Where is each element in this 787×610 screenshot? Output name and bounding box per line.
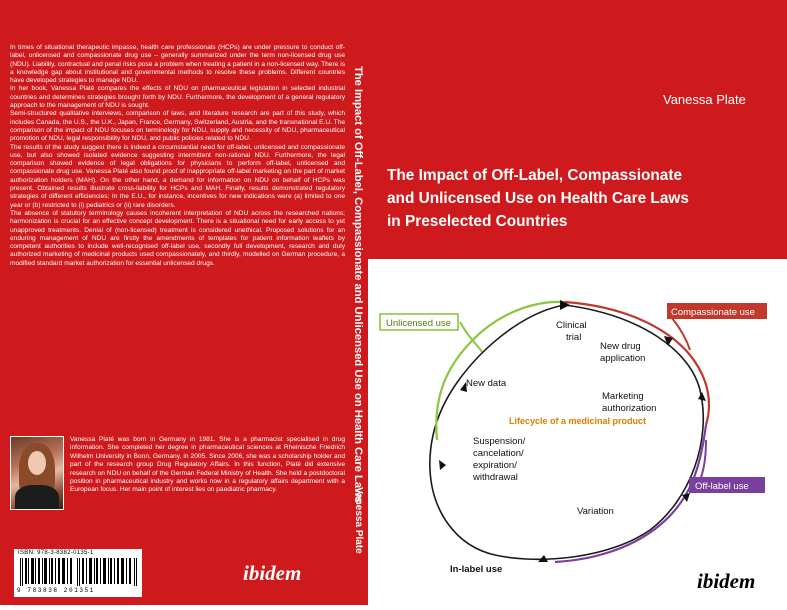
barcode [20,558,138,586]
author-photo [10,436,64,510]
author-bio: Vanessa Platé was born in Germany in 1981. She is a pharmacist specialised in drug information. She completed her degree in pharmaceutical sciences at Rheinische Friedrich Wilhelm University in Bonn, Germany, in 2005. Since 2006, she was a scholarship holder and part of the research group Drug Regulatory Affairs. In this function, Platé did extensive research on NDU on behalf of the German Federal Ministry of Health. She held a postdoctoral position in pharmaceutical industry and works now in a regulatory affairs department with a European focus. Her main point of interest lies on paediatric pharmacy. [70,436,345,494]
spine-author: Vanessa Plate [353,487,364,554]
lifecycle-diagram [368,259,787,605]
stage-clinical-trial: Clinical trial [556,320,587,343]
front-title-line: in Preselected Countries [387,213,568,230]
blurb-paragraph: In times of situational therapeutic impasse, health care professionals (HCPs) are under pressure to conduct off-label, unlicensed and compassionate drug use – generally summarized under the term non-licensed drug use (NDU). Liability, contractual and penal risks pose a problem when treating a patient in a non-licensed way. There is a knowledge gap about institutional and governmental methods to resolve these problems. Different countries have developed strategies to manage NDU. [10,44,345,85]
back-cover-blurb [10,44,345,268]
front-author: Vanessa Plate [663,92,746,107]
diagram-panel [368,259,787,605]
blurb-paragraph: The results of the study suggest there is indeed a circumstantial need for off-label, unlicensed and compassionate use, but also showed isolated evidence suggesting intermittent non-rational NDU. Furthermore, the legal comparison showed evidence of legal obligations for physicians to perform off-label, unlicensed and compassionate drug use. Vanessa Platé also found proof of inappropriate off-label marketing on the part of market authorization holders (MAH). On the other hand, a demand for information on NDU on behalf of HCPs was present. Obtained results illustrate cross-liability for HCPs and MAH. Finally, results demonstrated regulatory strategies of different efficiencies: In the E.U., for instance, incentives for new indications were (a) limited to one year or (b) restricted to (i) pediatrics or (ii) rare disorders. [10,143,345,209]
front-title-line: The Impact of Off-Label, Compassionate [387,167,683,184]
publisher-logo-front: ibidem [697,569,756,593]
front-title [387,164,747,233]
spine-title: The Impact of Off-Label, Compassionate and Unlicensed Use on Health Care Laws [352,66,364,504]
stage-suspension: Suspension/ cancelation/ expiration/ withdrawal [473,436,526,483]
blurb-paragraph: In her book, Vanessa Platé compares the effects of NDU on pharmaceutical legislation in selected industrial countries and determines strategies brought forth by NDU. Furthermore, the development of a general regulatory approach to the management of NDU is sought. [10,85,345,110]
isbn-label: ISBN: 978-3-8382-0135-1 [18,550,94,556]
unlicensed-use-label: Unlicensed use [386,318,451,329]
isbn-barcode-box [14,549,142,597]
stage-new-drug-application: New drug application [600,341,646,364]
front-title-line: and Unlicensed Use on Health Care Laws [387,190,689,207]
blurb-paragraph: The absence of statutory terminology causes incoherent interpretation of NDU across the researched nations; harmonization is crucial for an effective concept development. There is a situational need for early access to yet unapproved treatments. Denial of (non-licensed) treatment is considered unethical. Proposed solutions for an enduring management of NDU are firstly the amendments of templates for patient information leaflets by competent authorities to include well-recognised off-label use, secondly full development, research and duly authorized marketing of medicinal products used compassionately, and thirdly, modelled on German procedure, a modified standard market authorization for essential unlicensed drugs. [10,209,345,267]
in-label-use-label: In-label use [450,564,503,575]
unlicensed-pointer [460,322,482,352]
stage-new-data: New data [466,378,507,389]
compassionate-use-label: Compassionate use [671,307,755,318]
back-cover [0,0,352,605]
off-label-use-label: Off-label use [695,481,749,492]
stage-variation: Variation [577,506,614,517]
stage-marketing-authorization: Marketing authorization [602,391,657,414]
publisher-logo-back: ibidem [243,561,302,585]
barcode-digits: 9 783838 201351 [17,587,96,594]
blurb-paragraph: Semi-structured qualitative interviews, comparison of laws, and literature research are part of this study, which includes Canada, the U.S., the U.K., Japan, France, Germany, Switzerland, Austria, and the transnational E.U. The comparison of the impact of NDU focuses on terminology for NDU, supply and necessity of NDU, pharmaceutical promotion of NDU, legal responsibility for NDU, and public policies related to NDU. [10,110,345,143]
lifecycle-center-label: Lifecycle of a medicinal product [509,416,647,426]
